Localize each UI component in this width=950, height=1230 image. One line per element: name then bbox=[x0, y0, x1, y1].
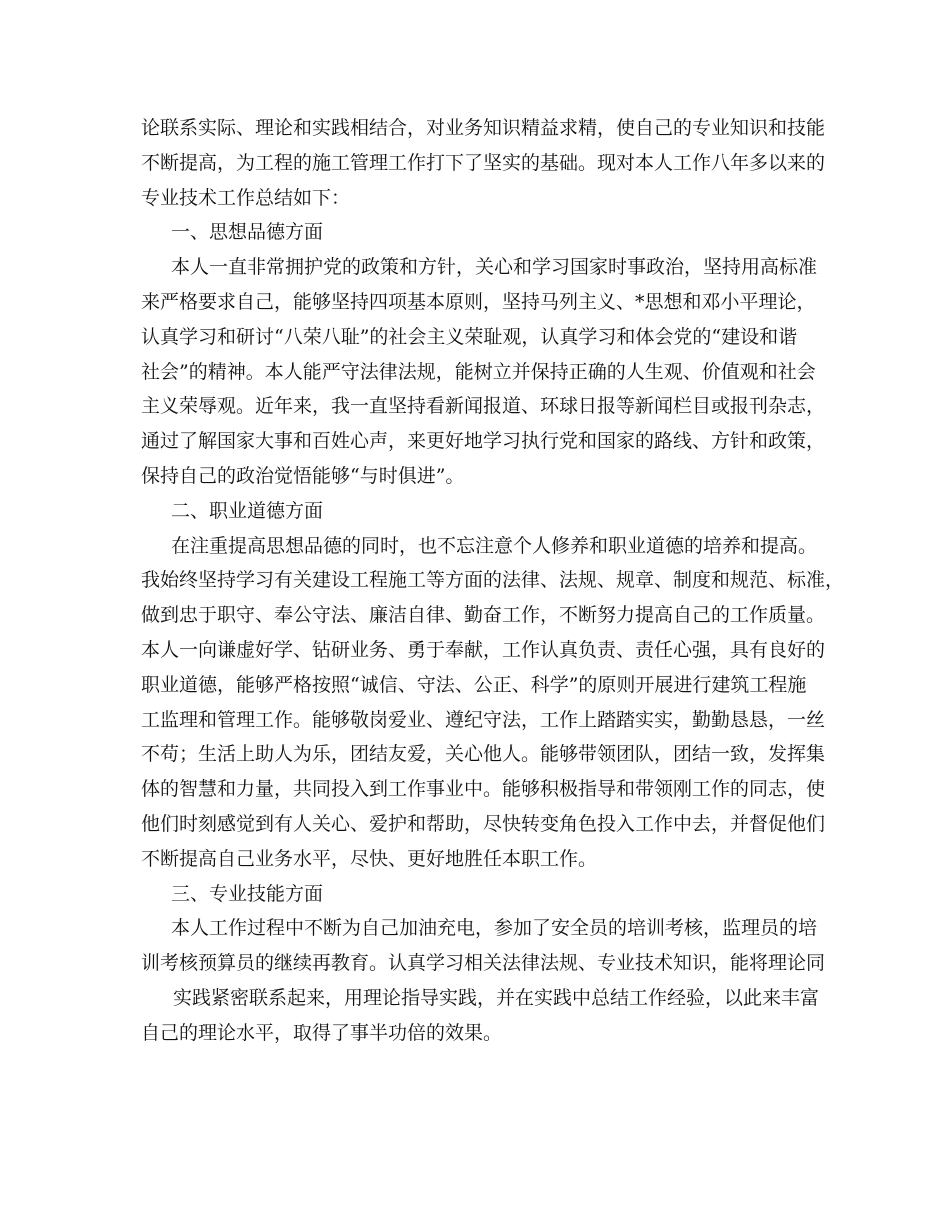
text-line: 认真学习和研讨“八荣八耻”的社会主义荣耻观，认真学习和体会党的“建设和谐 bbox=[141, 325, 798, 348]
text-line: 我始终坚持学习有关建设工程施工等方面的法律、法规、规章、制度和规范、标准， bbox=[141, 569, 845, 592]
text-line: 他们时刻感觉到有人关心、爱护和帮助，尽快转变角色投入工作中去，并督促他们 bbox=[141, 812, 826, 835]
text-line: 实践紧密联系起来，用理论指导实践，并在实践中总结工作经验，以此来丰富 bbox=[173, 986, 820, 1009]
text-line: 不苟；生活上助人为乐，团结友爱，关心他人。能够带领团队，团结一致，发挥集 bbox=[141, 743, 826, 766]
text-line: 保持自己的政治觉悟能够“与时俱进”。 bbox=[141, 464, 465, 487]
text-line: 体的智慧和力量，共同投入到工作事业中。能够积极指导和带领刚工作的同志，使 bbox=[141, 778, 826, 801]
text-line: 专业技术工作总结如下： bbox=[141, 186, 351, 209]
text-line: 社会”的精神。本人能严守法律法规，能树立并保持正确的人生观、价值观和社会 bbox=[141, 360, 816, 383]
text-line: 本人一直非常拥护党的政策和方针，关心和学习国家时事政治，坚持用高标准 bbox=[171, 256, 818, 279]
text-line: 通过了解国家大事和百姓心声，来更好地学习执行党和国家的路线、方针和政策， bbox=[141, 430, 826, 453]
text-line: 在注重提高思想品德的同时，也不忘注意个人修养和职业道德的培养和提高。 bbox=[171, 534, 818, 557]
text-line: 自己的理论水平，取得了事半功倍的效果。 bbox=[141, 1021, 503, 1044]
text-line: 职业道德，能够严格按照“诚信、守法、公正、科学”的原则开展进行建筑工程施 bbox=[141, 673, 807, 696]
section-heading-professional-skills: 三、专业技能方面 bbox=[171, 882, 324, 905]
section-heading-ideology: 一、思想品德方面 bbox=[171, 221, 324, 244]
section-heading-professional-ethics: 二、职业道德方面 bbox=[171, 499, 324, 522]
text-line: 本人工作过程中不断为自己加油充电，参加了安全员的培训考核，监理员的培 bbox=[171, 917, 818, 940]
text-line: 来严格要求自己，能够坚持四项基本原则，坚持马列主义、*思想和邓小平理论， bbox=[141, 290, 816, 313]
text-line: 工监理和管理工作。能够敬岗爱业、遵纪守法，工作上踏踏实实，勤勤恳恳，一丝 bbox=[141, 708, 826, 731]
text-line: 做到忠于职守、奉公守法、廉洁自律、勤奋工作，不断努力提高自己的工作质量。 bbox=[141, 604, 826, 627]
text-line: 训考核预算员的继续再教育。认真学习相关法律法规、专业技术知识，能将理论同 bbox=[141, 952, 826, 975]
document-body bbox=[141, 111, 845, 1051]
text-line: 不断提高自己业务水平，尽快、更好地胜任本职工作。 bbox=[141, 847, 598, 870]
text-line: 论联系实际、理论和实践相结合，对业务知识精益求精，使自己的专业知识和技能 bbox=[141, 117, 826, 139]
text-line: 不断提高，为工程的施工管理工作打下了坚实的基础。现对本人工作八年多以来的 bbox=[141, 151, 826, 174]
text-line: 主义荣辱观。近年来，我一直坚持看新闻报道、环球日报等新闻栏目或报刊杂志， bbox=[141, 395, 826, 418]
text-line: 本人一向谦虚好学、钻研业务、勇于奉献，工作认真负责、责任心强，具有良好的 bbox=[141, 638, 826, 661]
